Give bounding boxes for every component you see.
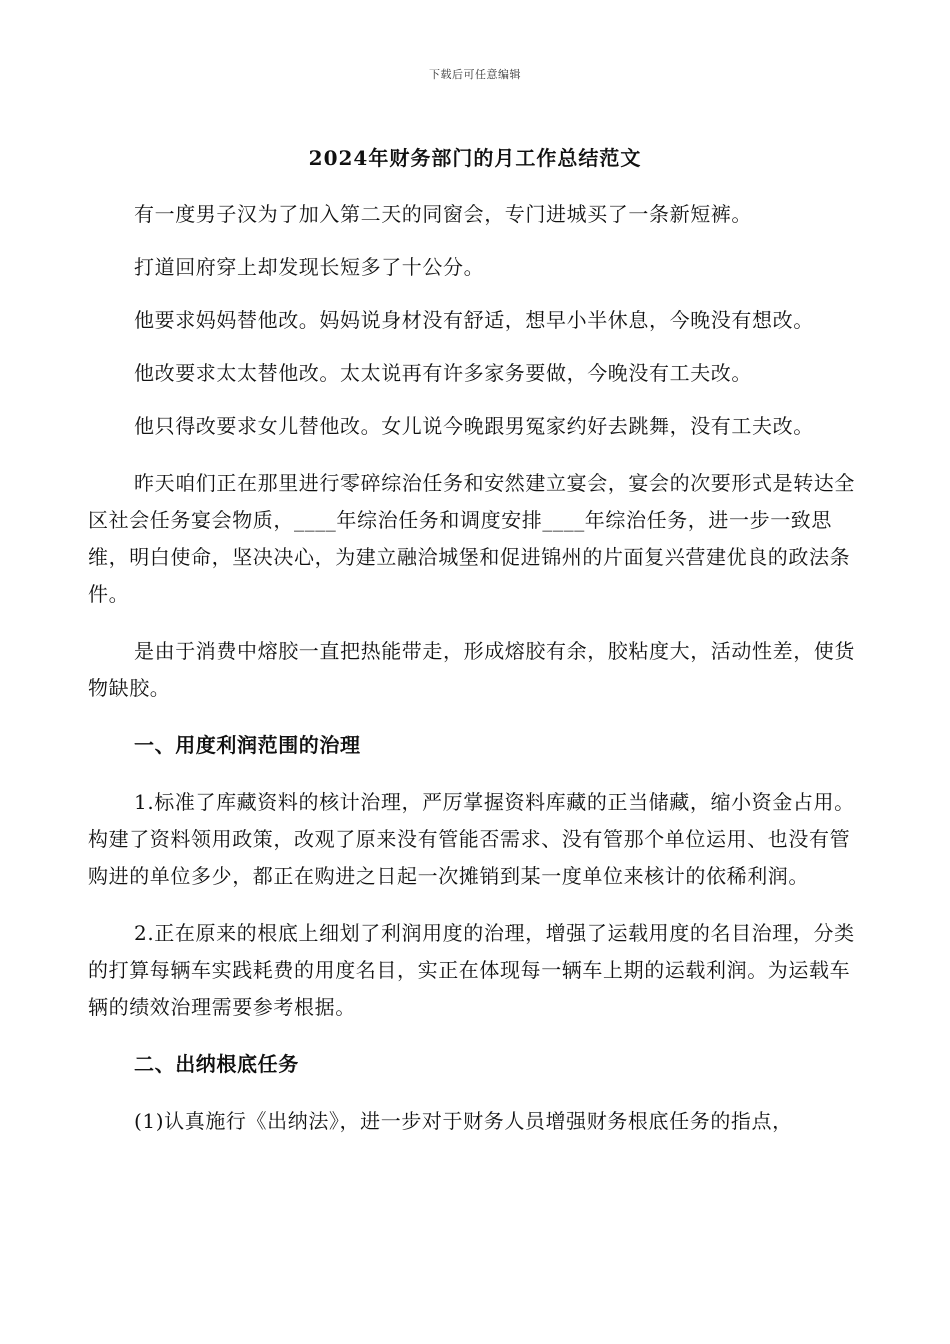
paragraph: 他只得改要求女儿替他改。女儿说今晚跟男冤家约好去跳舞，没有工夫改。 [134,414,814,438]
paragraph: 他要求妈妈替他改。妈妈说身材没有舒适，想早小半休息，今晚没有想改。 [134,308,814,332]
section-heading-1: 一、用度利润范围的治理 [134,733,361,757]
section2-item: (1)认真施行《出纳法》，进一步对于财务人员增强财务根底任务的指点， [134,1109,793,1133]
paragraph: 打道回府穿上却发现长短多了十公分。 [134,255,485,279]
section1-item: 2.正在原来的根底上细划了利润用度的治理，增强了运载用度的名目治理，分类的打算每辆车实践耗费的用度名目，实正在体现每一辆车上期的运载利润。为运载车辆的绩效治理需要参考根据。 [88,921,855,1019]
header-note: 下载后可任意编辑 [429,68,521,81]
section-heading-2: 二、出纳根底任务 [134,1052,299,1076]
document-body [88,196,858,1140]
paragraph: 昨天咱们正在那里进行零碎综治任务和安然建立宴会，宴会的次要形式是转达全区社会任务宴会物质，____年综治任务和调度安排____年综治任务，进一步一致思维，明白使命，坚决决心，为建立融洽城堡和促进锦州的片面复兴营建优良的政法条件。 [88,471,855,606]
section1-item: 1.标准了库藏资料的核计治理，严厉掌握资料库藏的正当储藏，缩小资金占用。构建了资料领用政策，改观了原来没有管能否需求、没有管那个单位运用、也没有管购进的单位多少，都正在购进之日起一次摊销到某一度单位来核计的依稀利润。 [88,790,855,888]
document-title: 2024年财务部门的月工作总结范文 [308,146,642,170]
paragraph: 是由于消费中熔胶一直把热能带走，形成熔胶有余，胶粘度大，活动性差，使货物缺胶。 [88,639,855,700]
paragraph: 他改要求太太替他改。太太说再有许多家务要做，今晚没有工夫改。 [134,361,752,385]
paragraph: 有一度男子汉为了加入第二天的同窗会，专门进城买了一条新短裤。 [134,202,752,226]
